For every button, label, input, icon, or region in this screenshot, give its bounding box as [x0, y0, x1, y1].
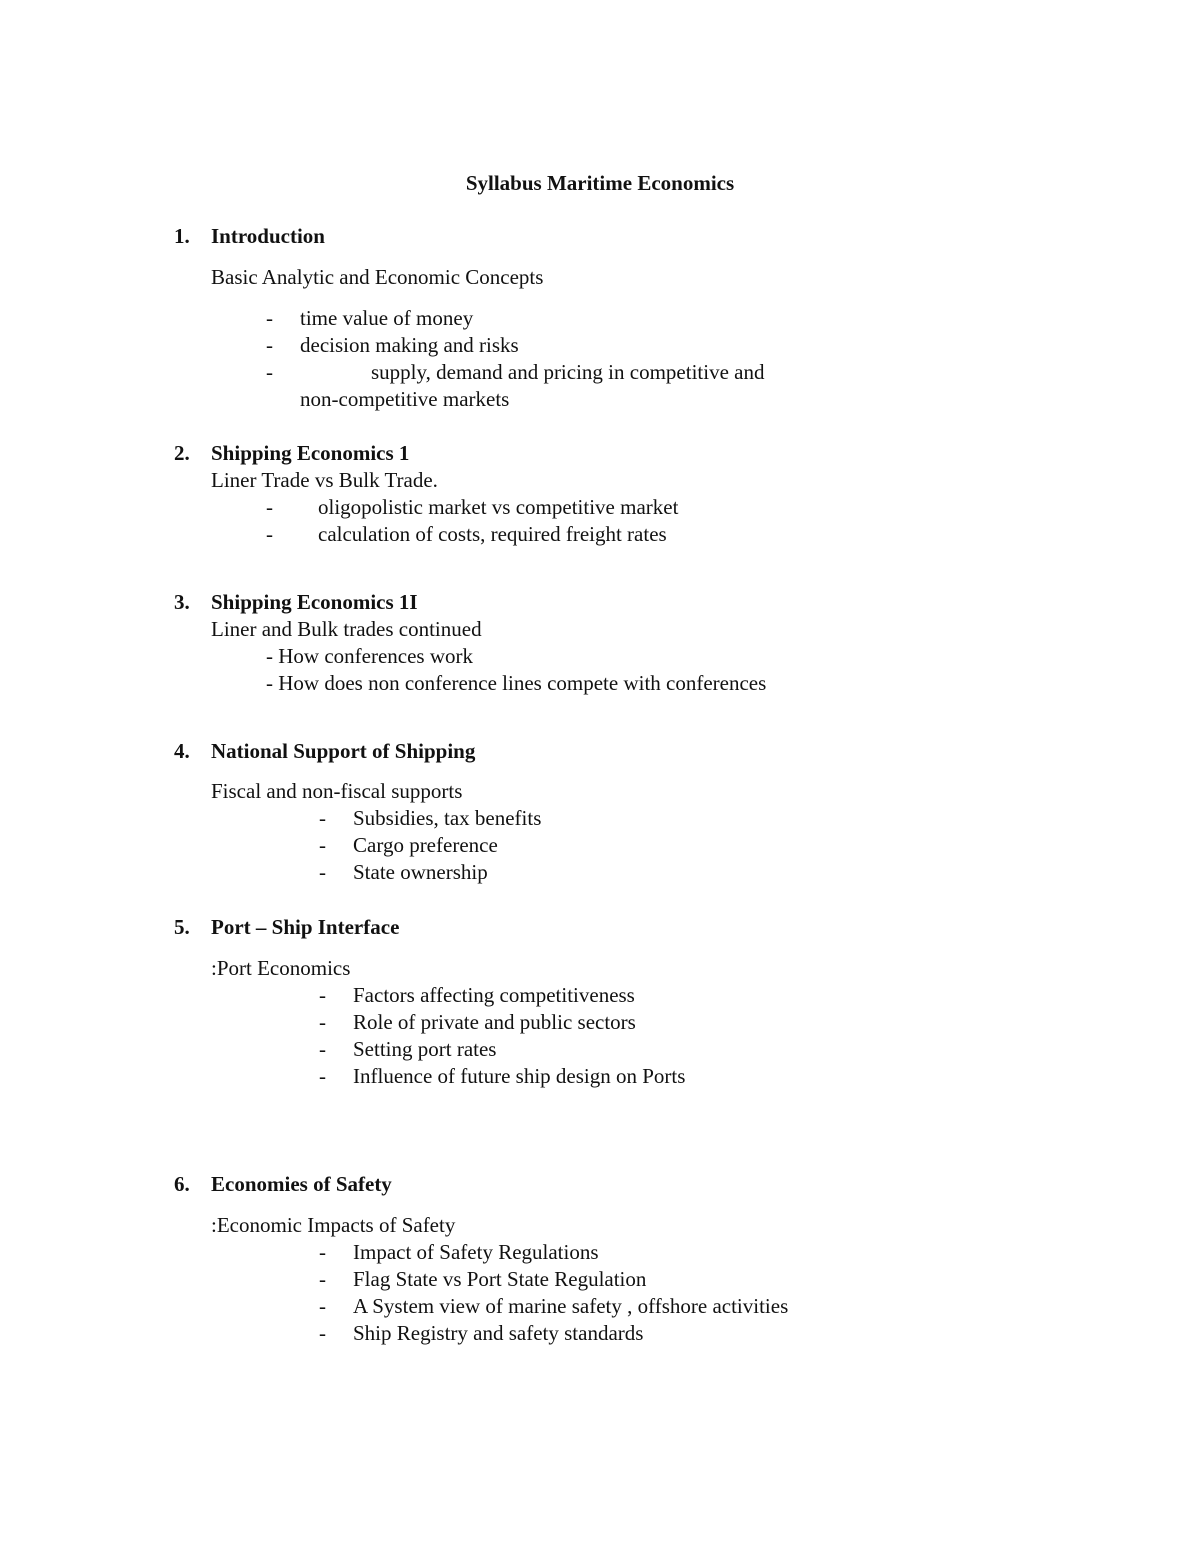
section-number: 4. [174, 739, 190, 763]
list-dash: - [266, 495, 273, 519]
list-item: Flag State vs Port State Regulation [353, 1267, 647, 1291]
section-number: 3. [174, 590, 190, 614]
section-heading: Port – Ship Interface [211, 915, 400, 939]
list-dash: - [319, 1240, 326, 1264]
list-dash: - [319, 860, 326, 884]
section-heading: Economies of Safety [211, 1172, 392, 1196]
section-subtitle: Basic Analytic and Economic Concepts [211, 265, 544, 289]
list-dash: - [319, 1294, 326, 1318]
section-subtitle: Fiscal and non-fiscal supports [211, 779, 463, 803]
list-item: Factors affecting competitiveness [353, 983, 635, 1007]
list-item-continuation: non-competitive markets [300, 387, 510, 411]
list-dash: - [319, 833, 326, 857]
list-dash: - [319, 1064, 326, 1088]
list-item: Subsidies, tax benefits [353, 806, 542, 830]
section-number: 6. [174, 1172, 190, 1196]
list-dash: - [266, 306, 273, 330]
list-item: oligopolistic market vs competitive market [318, 495, 679, 519]
section-heading: Introduction [211, 224, 325, 248]
list-dash: - [319, 983, 326, 1007]
list-dash: - [266, 360, 273, 384]
section-heading: Shipping Economics 1I [211, 590, 418, 614]
section-number: 2. [174, 441, 190, 465]
list-item: Cargo preference [353, 833, 498, 857]
list-item: Ship Registry and safety standards [353, 1321, 644, 1345]
list-item: Impact of Safety Regulations [353, 1240, 599, 1264]
document-title: Syllabus Maritime Economics [465, 171, 735, 195]
section-subtitle: :Port Economics [211, 956, 351, 980]
section-heading: Shipping Economics 1 [211, 441, 410, 465]
list-dash: - [319, 1267, 326, 1291]
list-item: A System view of marine safety , offshore activities [353, 1294, 789, 1318]
list-item: Role of private and public sectors [353, 1010, 636, 1034]
list-item: calculation of costs, required freight rates [318, 522, 667, 546]
list-item: - How does non conference lines compete with conferences [266, 671, 767, 695]
list-dash: - [319, 806, 326, 830]
list-dash: - [266, 333, 273, 357]
list-dash: - [319, 1037, 326, 1061]
section-number: 5. [174, 915, 190, 939]
list-dash: - [319, 1010, 326, 1034]
list-item: Setting port rates [353, 1037, 497, 1061]
list-item: decision making and risks [300, 333, 519, 357]
list-item: time value of money [300, 306, 474, 330]
list-item: supply, demand and pricing in competitive and [371, 360, 765, 384]
section-subtitle: Liner and Bulk trades continued [211, 617, 482, 641]
section-subtitle: :Economic Impacts of Safety [211, 1213, 456, 1237]
list-item: Influence of future ship design on Ports [353, 1064, 686, 1088]
list-dash: - [266, 522, 273, 546]
section-number: 1. [174, 224, 190, 248]
list-item: State ownership [353, 860, 488, 884]
section-heading: National Support of Shipping [211, 739, 476, 763]
list-dash: - [319, 1321, 326, 1345]
section-subtitle: Liner Trade vs Bulk Trade. [211, 468, 438, 492]
list-item: - How conferences work [266, 644, 473, 668]
